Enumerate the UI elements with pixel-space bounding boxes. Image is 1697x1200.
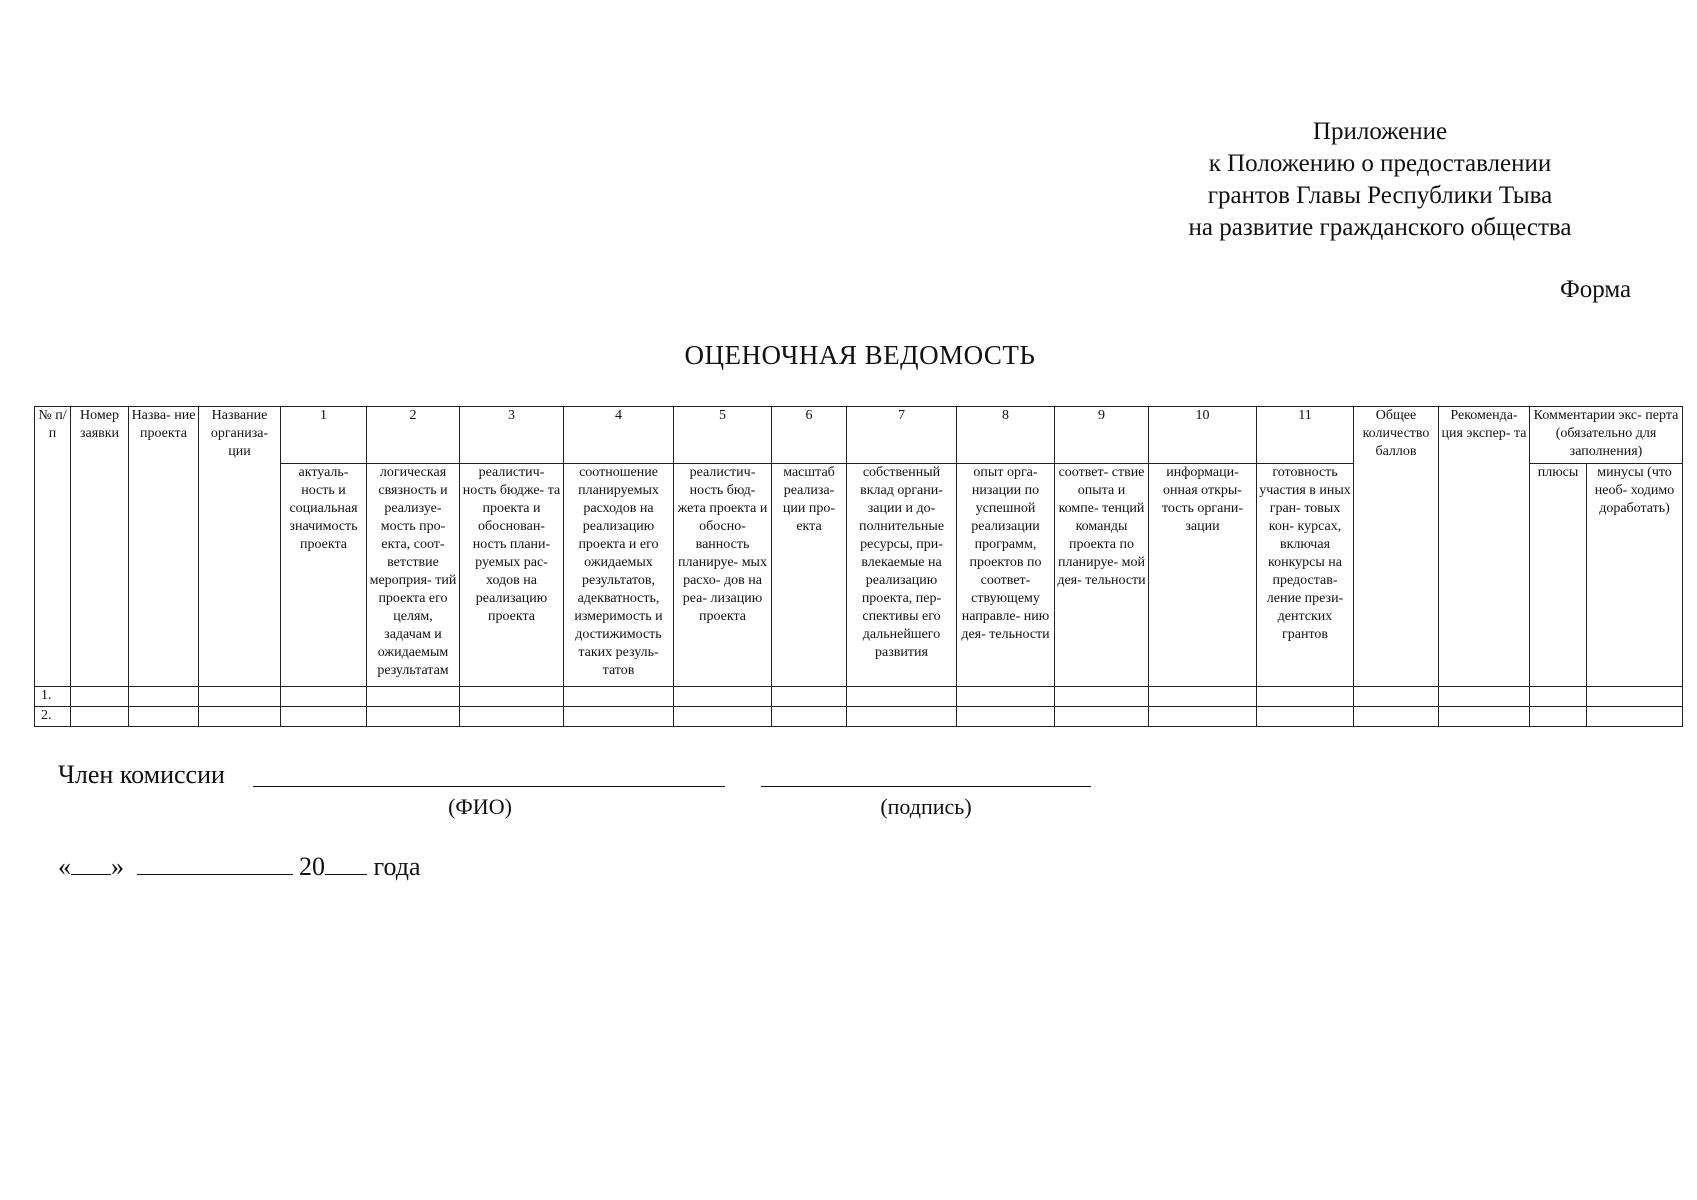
criterion-number: 7 [847,407,957,464]
header-project-name: Назва- ние проекта [129,407,199,687]
table-cell[interactable] [1055,687,1149,707]
signature-input-line[interactable] [761,786,1091,787]
signature-caption: (подпись) [880,794,972,819]
table-cell[interactable] [199,687,281,707]
table-cell[interactable] [367,707,460,727]
criterion-text: готовность участия в иных гран- товых кон- курсах, включая конкурсы на предостав- ление прези- дентских грантов [1257,464,1354,687]
table-cell[interactable] [674,707,772,727]
year-prefix: 20 [299,852,325,881]
form-label: Форма [1560,276,1632,303]
table-cell[interactable] [564,707,674,727]
criterion-text: информаци- онная откры- тость органи- зации [1149,464,1257,687]
criterion-text: актуаль- ность и социальная значимость проекта [281,464,367,687]
header-minuses: минусы (что необ- ходимо доработать) [1587,464,1683,687]
table-cell[interactable] [129,687,199,707]
table-cell[interactable] [281,687,367,707]
table-cell[interactable] [199,707,281,727]
day-input-line[interactable] [71,874,111,875]
table-row [35,687,1683,707]
criterion-number: 9 [1055,407,1149,464]
table-cell[interactable] [1354,707,1439,727]
appendix-line: Приложение [1312,118,1448,145]
fio-input-line[interactable] [253,786,725,787]
open-quote: « [58,852,71,881]
date-line [58,852,421,882]
criterion-text: соотношение планируемых расходов на реализацию проекта и его ожидаемых результатов, адекватность, измеримость и достижимость таких резуль- татов [564,464,674,687]
criterion-text: реалистич- ность бюдже- та проекта и обоснован- ность плани- руемых рас- ходов на реализацию проекта [460,464,564,687]
close-quote: » [111,852,124,881]
month-input-line[interactable] [137,874,293,875]
criterion-number: 8 [957,407,1055,464]
criterion-number: 3 [460,407,564,464]
table-cell[interactable] [1149,707,1257,727]
criterion-text: соответ- ствие опыта и компе- тенций команды проекта по планируе- мой дея- тельности [1055,464,1149,687]
table-cell[interactable] [367,687,460,707]
table-cell[interactable] [1587,687,1683,707]
criterion-text: опыт орга- низации по успешной реализации программ, проектов по соответ- ствующему направле- нию дея- тельности [957,464,1055,687]
table-cell[interactable] [772,687,847,707]
header-total-score: Общее количество баллов [1354,407,1439,687]
appendix-line: грантов Главы Республики Тыва [1207,182,1553,209]
appendix-line: к Положению о предоставлении [1208,150,1552,177]
table-row [35,707,1683,727]
header-organization-name: Название организа- ции [199,407,281,687]
criterion-number: 1 [281,407,367,464]
year-input-line[interactable] [325,874,367,875]
table-cell[interactable] [1439,687,1530,707]
table-cell[interactable] [1257,687,1354,707]
evaluation-table [34,406,1683,727]
table-cell[interactable] [957,707,1055,727]
header-expert-comments: Комментарии экс- перта (обязательно для заполнения) [1530,407,1683,464]
table-cell[interactable] [564,687,674,707]
commission-member-label: Член комиссии [58,760,225,789]
table-cell[interactable] [71,687,129,707]
table-cell[interactable] [1257,707,1354,727]
criterion-text: логическая связность и реализуе- мость про- екта, соот- ветствие мероприя- тий проекта его целям, задачам и ожидаемым результатам [367,464,460,687]
criterion-number: 5 [674,407,772,464]
table-cell[interactable] [847,687,957,707]
table-cell[interactable] [1587,707,1683,727]
header-number: № п/п [35,407,71,687]
criterion-number: 11 [1257,407,1354,464]
row-number: 1. [35,687,71,707]
table-cell[interactable] [957,687,1055,707]
row-number: 2. [35,707,71,727]
date-suffix: года [373,852,421,881]
table-cell[interactable] [1149,687,1257,707]
criterion-number: 6 [772,407,847,464]
table-cell[interactable] [1530,687,1587,707]
table-cell[interactable] [71,707,129,727]
table-cell[interactable] [847,707,957,727]
table-cell[interactable] [674,687,772,707]
table-cell[interactable] [1439,707,1530,727]
header-expert-recommendation: Рекоменда- ция экспер- та [1439,407,1530,687]
table-cell[interactable] [460,707,564,727]
table-cell[interactable] [1530,707,1587,727]
fio-caption: (ФИО) [448,794,512,819]
header-application-number: Номер заявки [71,407,129,687]
appendix-line: на развитие гражданского общества [1188,214,1572,241]
criterion-text: масштаб реализа- ции про- екта [772,464,847,687]
table-cell[interactable] [460,687,564,707]
header-pluses: плюсы [1530,464,1587,687]
criterion-number: 4 [564,407,674,464]
table-cell[interactable] [281,707,367,727]
criterion-text: собственный вклад органи- зации и до- полнительные ресурсы, при- влекаемые на реализацию проекта, пер- спективы его дальнейшего развития [847,464,957,687]
table-cell[interactable] [129,707,199,727]
table-cell[interactable] [772,707,847,727]
table-cell[interactable] [1055,707,1149,727]
criterion-number: 10 [1149,407,1257,464]
table-cell[interactable] [1354,687,1439,707]
page-title: ОЦЕНОЧНАЯ ВЕДОМОСТЬ [684,340,1036,370]
criterion-text: реалистич- ность бюд- жета проекта и обосно- ванность планируе- мых расхо- дов на реа- лизацию проекта [674,464,772,687]
criterion-number: 2 [367,407,460,464]
appendix-block [1120,116,1640,244]
